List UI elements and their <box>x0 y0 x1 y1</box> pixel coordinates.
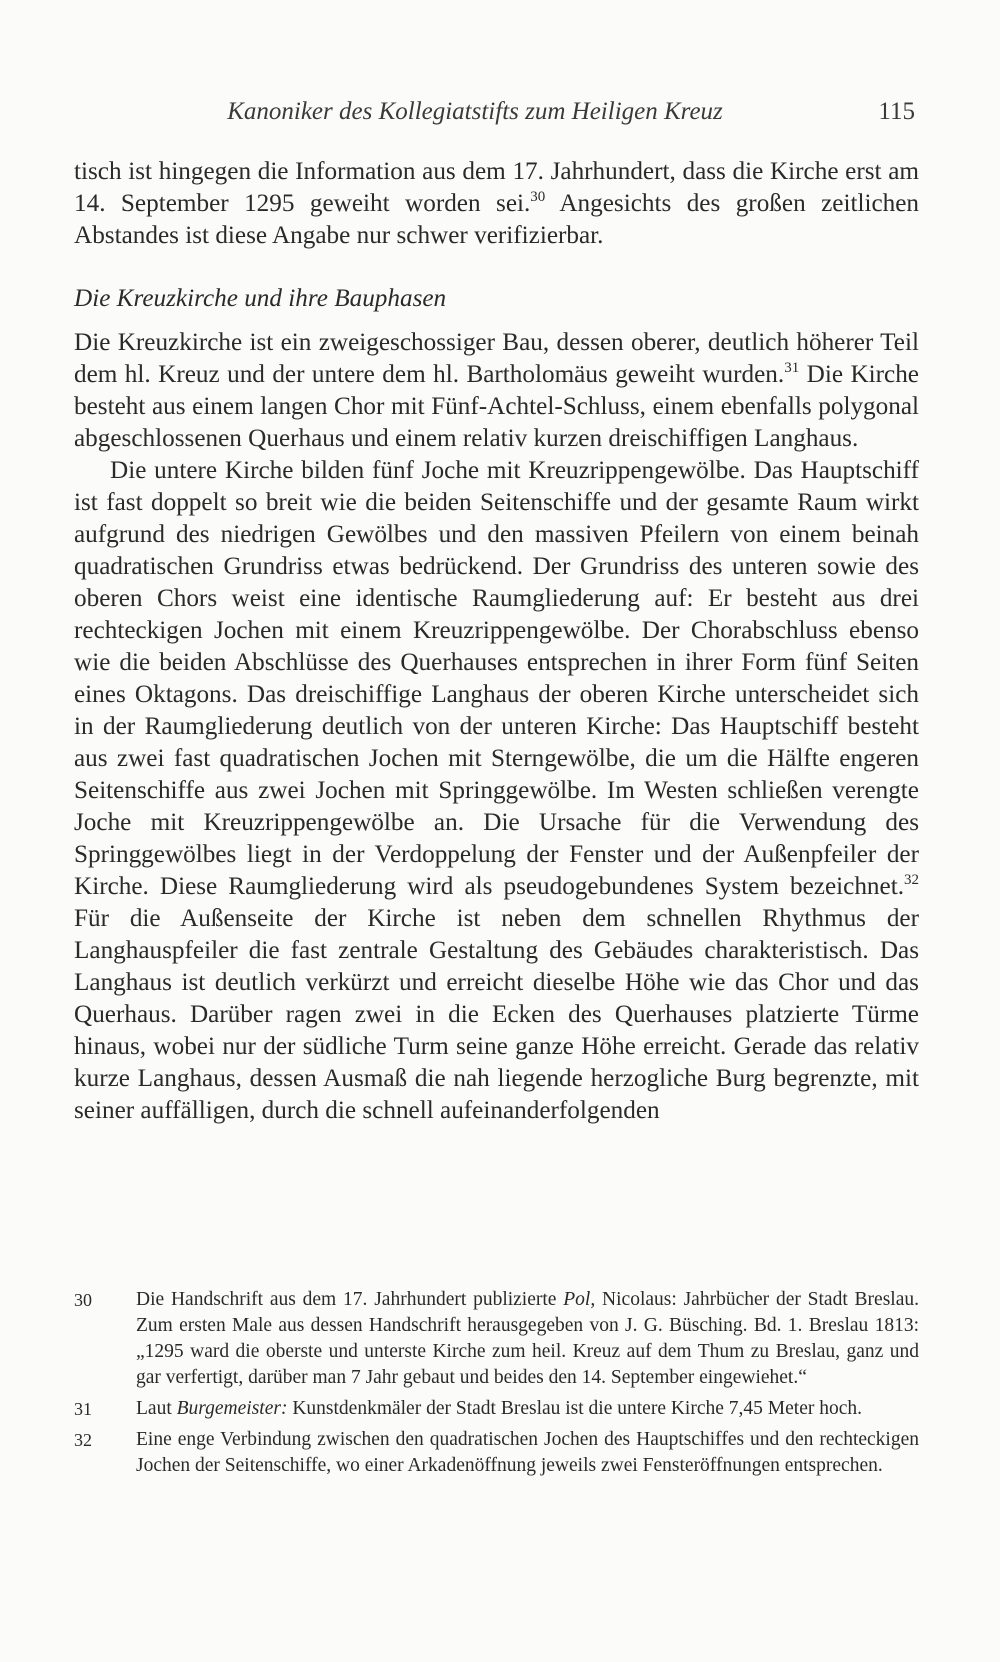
footnote-number: 32 <box>74 1430 92 1450</box>
paragraph: Die untere Kirche bilden fünf Joche mit Kreuzrippengewölbe. Das Hauptschiff ist fast doppelt so breit wie die beiden Seitenschiffe und der gesamte Raum wirkt aufgrund des niedrigen Gewölbes und den massiven Pfeilern von einem beinah quadratischen Grundriss etwas bedrückend. Der Grundriss des unteren sowie des oberen Chors weist eine identische Raumgliederung auf: Er besteht aus drei rechteckigen Jochen mit einem Kreuzrippengewölbe. Der Chorabschluss ebenso wie die beiden Abschlüsse des Querhauses entsprechen in ihrer Form fünf Seiten eines Oktagons. Das dreischiffige Langhaus der oberen Kirche unterscheidet sich in der Raumgliederung deutlich von der unteren Kirche: Das Hauptschiff besteht aus zwei fast quadratischen Jochen mit Sterngewölbe, die um die Hälfte engeren Seitenschiffe aus zwei Jochen mit Springgewölbe. Im Westen schließen verengte Joche mit Kreuzrippengewölbe an. Die Ursache für die Verwendung des Springgewölbes liegt in der Verdoppelung der Fenster und der Außenpfeiler der Kirche. Diese Raumgliederung wird als pseudogebundenes System bezeichnet.$^{32}$ Für die Außenseite der Kirche ist neben dem schnellen Rhythmus der Langhauspfeiler die fast zentrale Gestaltung des Gebäudes charakteristisch. Das Langhaus ist deutlich verkürzt und erreicht dieselbe Höhe wie das Chor und das Querhaus. Darüber ragen zwei in die Ecken des Querhauses platzierte Türme hinaus, wobei nur der südliche Turm seine ganze Höhe erreicht. Gerade das relativ kurze Langhaus, dessen Ausmaß die nah liegende herzogliche Burg begrenzte, mit seiner auffälligen, durch die schnell aufeinanderfolgenden <box>74 457 919 1124</box>
footnote-30: 30 Die Handschrift aus dem 17. Jahrhundert publizierte Pol, Nicolaus: Jahrbücher der Stadt Breslau. Zum ersten Male aus dessen Handschrift herausgegeben von J. G. Büsching. Bd. 1. Breslau 1813: „1295 ward die oberste und unterste Kirche zum heil. Kreuz auf dem Thum zu Breslau, ganz und gar verfertigt, darüber man 7 Jahr gebaut und beides den 14. September eingewiehet.“ <box>74 1289 919 1388</box>
footnotes <box>74 1287 919 1484</box>
section-heading: Die Kreuzkirche und ihre Bauphasen <box>74 285 447 312</box>
footnote-number: 30 <box>74 1290 92 1310</box>
main-text <box>74 156 919 1127</box>
footnote-ref-31[interactable]: 31 <box>784 360 800 376</box>
running-title: Kanoniker des Kollegiatstifts zum Heiligen Kreuz <box>227 98 723 125</box>
footnote-32: 32 Eine enge Verbindung zwischen den quadratischen Jochen des Hauptschiffes und den rechteckigen Jochen der Seitenschiffe, wo einer Arkadenöffnung jeweils zwei Fensteröffnungen entsprechen. <box>74 1429 919 1476</box>
paragraph-continuation: tisch ist hingegen die Information aus dem 17. Jahrhundert, dass die Kirche erst am 14. September 1295 geweiht worden sei.$^{30}$ Angesichts des großen zeitlichen Abstandes ist diese Angabe nur schwer verifizierbar. <box>74 158 919 249</box>
footnote-31: 31 Laut Burgemeister: Kunstdenkmäler der Stadt Breslau ist die untere Kirche 7,45 Meter hoch. <box>74 1396 919 1422</box>
footnote-ref-32[interactable]: 32 <box>904 872 919 888</box>
page-number: 115 <box>878 98 915 125</box>
paragraph: Die Kreuzkirche ist ein zweigeschossiger Bau, dessen oberer, deutlich höherer Teil dem hl. Kreuz und der untere dem hl. Bartholomäus geweiht wurden.$^{31}$ Die Kirche besteht aus einem langen Chor mit Fünf-Achtel-Schluss, einem ebenfalls polygonal abgeschlossenen Querhaus und einem relativ kurzen dreischiffigen Langhaus. <box>74 329 919 452</box>
footnote-ref-30[interactable]: 30 <box>530 189 546 205</box>
footnote-number: 31 <box>74 1399 92 1419</box>
